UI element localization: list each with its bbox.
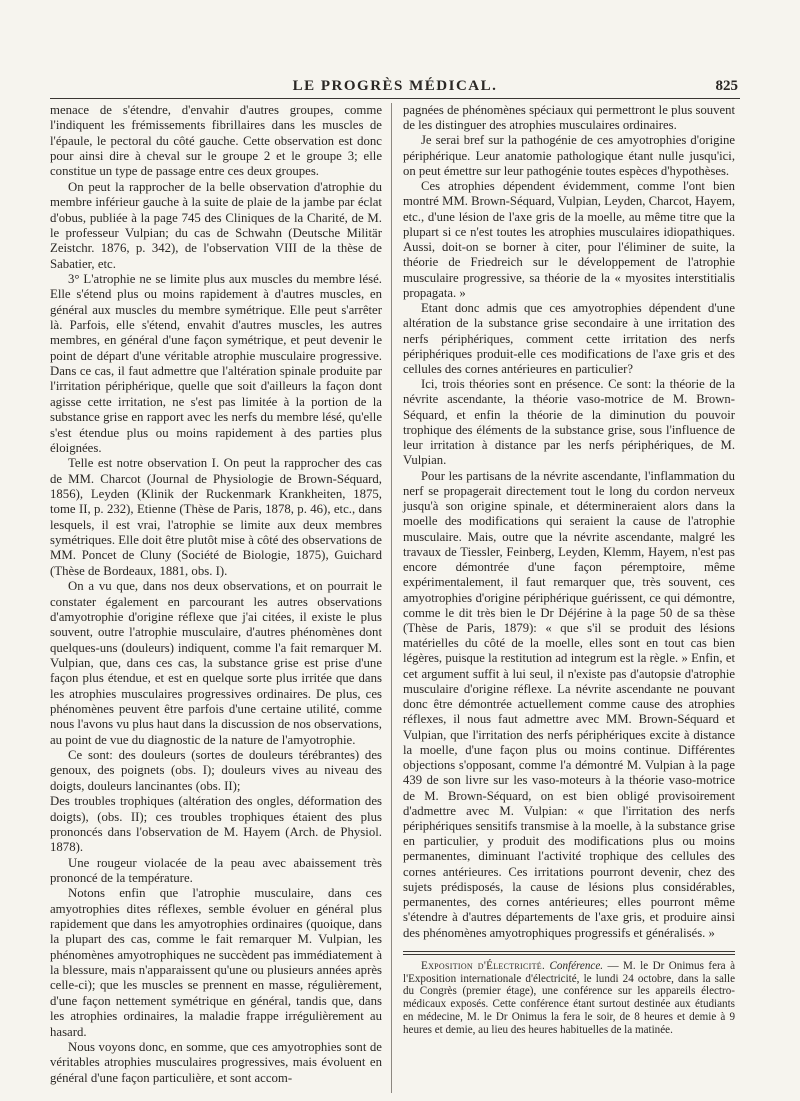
footnote-notice [403, 960, 735, 1036]
page-header [50, 78, 740, 99]
right-column [403, 103, 735, 941]
running-title: LE PROGRÈS MÉDICAL. [292, 78, 498, 94]
footnote-rule [403, 951, 735, 952]
footnote-rule [403, 954, 735, 955]
column-divider [391, 103, 392, 1093]
paragraph: Des troubles trophiques (altération des ongles, déformation des doigts), (obs. II); ces troubles trophiques étaient des plus prononcés dans l'observation de M. Hayem (Arch. de Physiol. 1878). [50, 794, 382, 855]
paragraph: Je serai bref sur la pathogénie de ces amyotrophies d'origine périphérique. Leur anatomie pathologique étant nulle jusqu'ici, on peut émettre sur leur pathogénie toutes espèces d'hypothèses. [403, 133, 735, 178]
footnote-label: Exposition d'Électricité. [421, 960, 546, 972]
paragraph: Telle est notre observation I. On peut la rapprocher des cas de MM. Charcot (Journal de Physiologie de Brown-Séquard, 1856), Leyden (Klinik der Ruckenmark Krankheiten, 1875, tome II, p. 232), Etienne (Thèse de Paris, 1878, p. 46), etc., dans lesquels, il est vrai, l'atrophie se limite aux deux membres symétriques. Elle doit être plutôt mise à côté des observations de MM. Poncet de Cluny (Société de Biologie, 1875), Guichard (Thèse de Bordeaux, 1881, obs. I). [50, 456, 382, 578]
footnote-text: — M. le Dr Onimus fera à l'Exposition internationale d'électricité, le lundi 24 octobre, dans la salle du Congrès (premier étage), une conférence sur les appareils électro-médicaux exposés. Cette conférence étant surtout destinée aux étudiants en médecine, M. le Dr Onimus la fera le soir, de 8 heures et demie à 9 heures et demie, au lieu des heures habituelles de la matinée. [403, 960, 735, 1036]
paragraph: pagnées de phénomènes spéciaux qui permettront le plus souvent de les distinguer des atrophies musculaires ordinaires. [403, 103, 735, 133]
paragraph: Ces atrophies dépendent évidemment, comme l'ont bien montré MM. Brown-Séquard, Vulpian, Leyden, Charcot, Hayem, etc., d'une lésion de l'axe gris de la moelle, au même titre que la plupart si ce n'est toutes les atrophies musculaires idiopathiques. Aussi, doit-on se borner à citer, pour l'éliminer de suite, la théorie de Friedreich sur le développement de l'atrophie musculaire progressive, sa théorie de la « myosites interstitialis propagata. » [403, 179, 735, 300]
paragraph: Une rougeur violacée de la peau avec abaissement très prononcé de la température. [50, 855, 382, 885]
paragraph: menace de s'étendre, d'envahir d'autres groupes, comme l'indiquent les frémissements fibrillaires dans les muscles de l'épaule, le pectoral du côté gauche. Cette observation est donc pour ainsi dire à cheval sur le groupe 2 et le groupe 3; elle constitue un type de passage entre ces deux groupes. [50, 103, 382, 179]
paragraph: Pour les partisans de la névrite ascendante, l'inflammation du nerf se propagerait directement tout le long du cordon nerveux jusqu'à son origine spinale, et détermineraient alors dans la moelle des modifications qui seraient la cause de l'atrophie musculaire. Mais, outre que la névrite ascendante, malgré les travaux de Tiessler, Feinberg, Leyden, Klemm, Hayem, n'est pas encore démontrée d'une façon péremptoire, même expérimentalement, il faut remarquer que, très souvent, ces amyotrophies d'origine périphérique guérissent, ce qui démontre, comme le dit très bien le Dr Déjérine à la page 50 de sa thèse (Thèse de Paris, 1879): « que s'il se produit des lésions matérielles du côté de la moelle, elles sont en tout cas bien légères, puisque la restitution ad integrum est la règle. » Enfin, et cet argument suffit à lui seul, il n'existe pas d'autopsie d'atrophie musculaire d'origine réflexe. La névrite ascendante ne pouvant donc être démontrée actuellement comme cause des atrophies réflexes, il nous faut admettre avec MM. Brown-Séquard et Vulpian, que l'irritation des nerfs périphériques excite à distance la moelle, d'une façon plus ou moins continue. Différentes objections s'opposant, comme l'a démontré M. Vulpian à la page 439 de son livre sur les vaso-moteurs à la théorie vaso-motrice de M. Brown-Séquard, on est bien obligé provisoirement d'admettre avec M. Vulpian: « que l'irritation des nerfs périphériques sensitifs transmise à la moelle, à la substance grise en particulier, y produit des modifications plus ou moins permanentes, diminuant l'activité trophique des cellules des cornes antérieures. Ces irritations pourront devenir, chez des sujets prédisposés, la cause de lésions plus considérables, permanentes, des cornes antérieures; elles pourront même s'étendre à d'autres départements de l'axe gris, et produire ainsi des phénomènes amyotrophiques progressifs et généralisés. » [403, 468, 735, 940]
paragraph: 3° L'atrophie ne se limite plus aux muscles du membre lésé. Elle s'étend plus ou moins rapidement à d'autres muscles, en général aux muscles du membre symétrique. Elle peut s'arrêter là. Parfois, elle s'étend, envahit d'autres muscles, les autres membres, en général d'une façon symétrique, et peut devenir le point de départ d'une véritable atrophie musculaire progressive. Dans ce cas, il faut admettre que l'altération spinale produite par l'irritation périphérique, quelle que soit d'ailleurs la façon dont agisse cette irritation, ne s'est pas limitée à la portion de la substance grise en rapport avec les nerfs du membre lésé, qu'elle s'est étendue plus ou moins rapidement à des parties plus éloignées. [50, 271, 382, 455]
paragraph: Notons enfin que l'atrophie musculaire, dans ces amyotrophies dites réflexes, semble évoluer en général plus rapidement que dans les amyotrophies ordinaires (quoique, dans la plupart des cas, comme le fait remarquer M. Vulpian, les phénomènes amyotrophiques ne succèdent pas immédiatement à la blessure, mais n'apparaissent qu'une ou plusieurs années après celle-ci); que les muscles se prennent en masse, régulièrement, d'une façon nettement symétrique en général, tandis que, dans les atrophies ordinaires, la maladie frappe irrégulièrement au hasard. [50, 886, 382, 1039]
paragraph: On peut la rapprocher de la belle observation d'atrophie du membre inférieur gauche à la suite de plaie de la jambe par éclat d'obus, publiée à la page 745 des Cliniques de la Charité, de M. le professeur Vulpian; du cas de Schwahn (Deutsche Militär Zeistchr. 1876, p. 342), de l'observation VIII de la thèse de Sabatier, etc. [50, 179, 382, 271]
paragraph: Ici, trois théories sont en présence. Ce sont: la théorie de la névrite ascendante, la théorie vaso-motrice de M. Brown-Séquard, et enfin la théorie de la diminution du pouvoir trophique des éléments de la substance grise, sous l'influence de leur irritation à distance par les nerfs périphériques, de M. Vulpian. [403, 377, 735, 468]
paragraph: Ce sont: des douleurs (sortes de douleurs térébrantes) des genoux, des poignets (obs. I); douleurs vives au niveau des doigts, douleurs lancinantes (obs. II); [50, 748, 382, 793]
page-number: 825 [715, 78, 738, 94]
left-column [50, 103, 382, 1086]
paragraph: Nous voyons donc, en somme, que ces amyotrophies sont de véritables atrophies musculaires progressives, mais évoluent en général d'une façon particulière, et sont accom- [50, 1039, 382, 1085]
paragraph: On a vu que, dans nos deux observations, et on pourrait le constater également en parcourant les autres observations d'amyotrophie d'origine réflexe que j'ai citées, il existe le plus souvent, outre l'atrophie musculaire, d'autres phénomènes dont quelques-uns (douleurs) indiquent, comme l'a fait remarquer M. Vulpian, que, dans ces cas, la substance grise est prise d'une façon plus étendue, et est en quelque sorte plus irritée que dans les atrophies musculaires progressives ordinaires. De plus, ces phénomènes peuvent être parfois d'une certaine utilité, comme nous l'avons vu plus haut dans la discussion de nos observations, au point de vue du diagnostic de la nature de l'amyotrophie. [50, 579, 382, 747]
paragraph: Etant donc admis que ces amyotrophies dépendent d'une altération de la substance grise secondaire à une irritation des nerfs périphériques, comment cette irritation des nerfs périphériques produit-elle ces modifications de l'axe gris et des cellules des cornes antérieures en particulier? [403, 301, 735, 376]
footnote-title: Conférence. [549, 960, 604, 972]
